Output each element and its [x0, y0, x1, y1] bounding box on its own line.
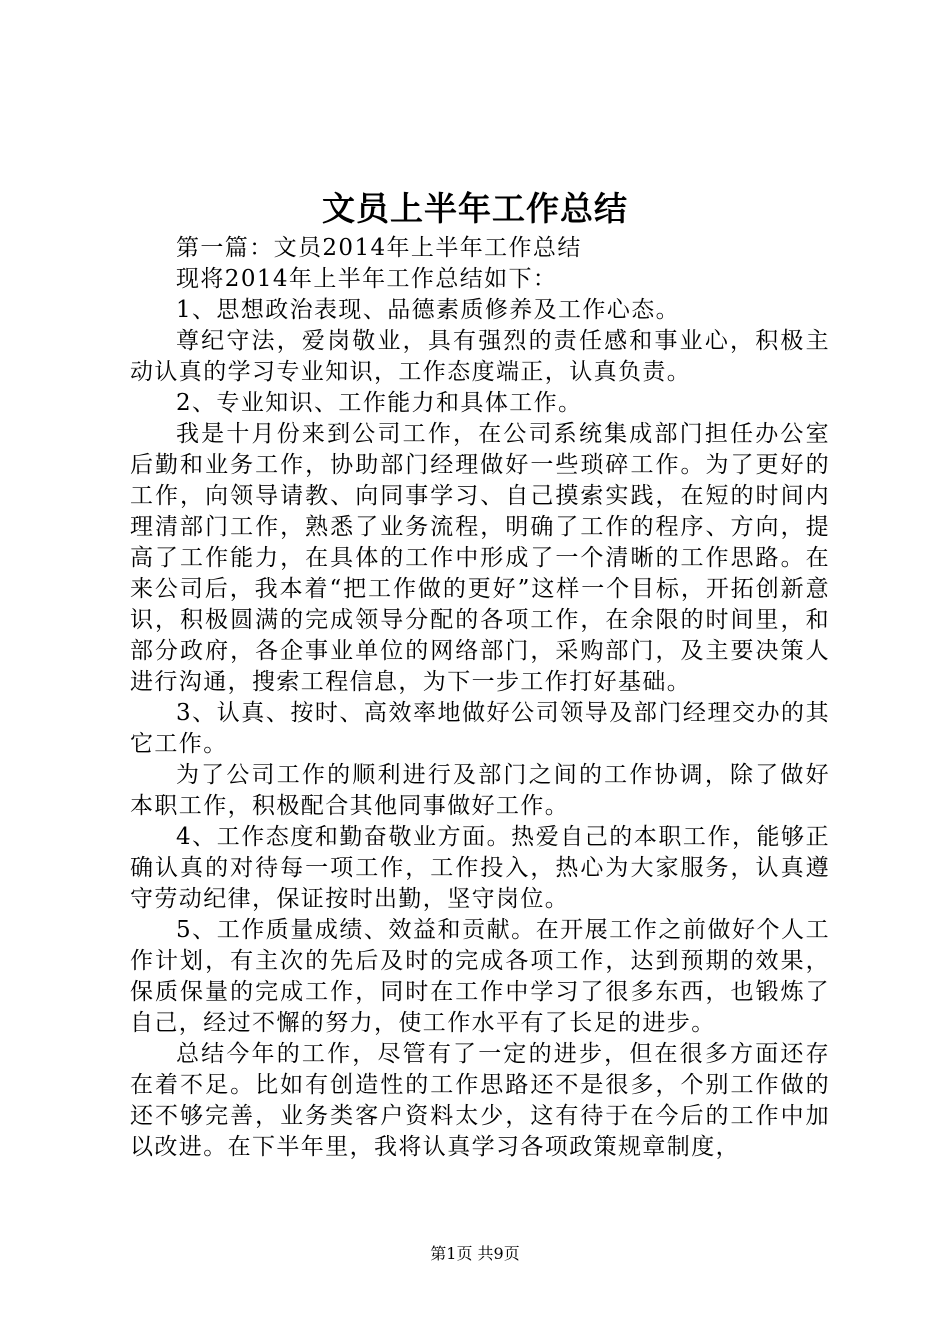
- paragraph-intro: 现将2014年上半年工作总结如下：: [176, 266, 558, 292]
- paragraph-section-3-heading: 3、认真、按时、高效率地做好公司领导及部门经理交办的其它工作。: [130, 700, 830, 757]
- paragraph-section-3-body: 为了公司工作的顺利进行及部门之间的工作协调，除了做好本职工作，积极配合其他同事做好工作。: [130, 762, 830, 819]
- paragraph-section-5: 5、工作质量成绩、效益和贡献。在开展工作之前做好个人工作计划，有主次的先后及时的完成各项工作，达到预期的效果，保质保量的完成工作，同时在工作中学习了很多东西，也锻炼了自己，经过不懈的努力，使工作水平有了长足的进步。: [130, 917, 830, 1036]
- paragraph-part-heading: 第一篇：文员2014年上半年工作总结: [176, 235, 582, 261]
- paragraph-section-1-body: 尊纪守法，爱岗敬业，具有强烈的责任感和事业心，积极主动认真的学习专业知识，工作态度端正，认真负责。: [130, 328, 830, 385]
- paragraph-section-1-heading: 1、思想政治表现、品德素质修养及工作心态。: [176, 297, 681, 323]
- paragraph-section-2-body: 我是十月份来到公司工作，在公司系统集成部门担任办公室后勤和业务工作，协助部门经理做好一些琐碎工作。为了更好的工作，向领导请教、向同事学习、自己摸索实践，在短的时间内理清部门工作，熟悉了业务流程，明确了工作的程序、方向，提高了工作能力，在具体的工作中形成了一个清晰的工作思路。在来公司后，我本着“把工作做的更好”这样一个目标，开拓创新意识，积极圆满的完成领导分配的各项工作，在余限的时间里，和部分政府，各企事业单位的网络部门，采购部门，及主要决策人进行沟通，搜索工程信息，为下一步工作打好基础。: [130, 421, 830, 695]
- paragraph-section-4: 4、工作态度和勤奋敬业方面。热爱自己的本职工作，能够正确认真的对待每一项工作，工作投入，热心为大家服务，认真遵守劳动纪律，保证按时出勤，坚守岗位。: [130, 824, 830, 912]
- document-title: 文员上半年工作总结: [322, 189, 628, 228]
- page-number-footer: 第1页 共9页: [430, 1244, 520, 1263]
- paragraph-summary: 总结今年的工作，尽管有了一定的进步，但在很多方面还存在着不足。比如有创造性的工作思路还不是很多，个别工作做的还不够完善，业务类客户资料太少，这有待于在今后的工作中加以改进。在下半年里，我将认真学习各项政策规章制度，: [130, 1041, 830, 1160]
- paragraph-section-2-heading: 2、专业知识、工作能力和具体工作。: [176, 390, 583, 416]
- document-body: [130, 233, 830, 1163]
